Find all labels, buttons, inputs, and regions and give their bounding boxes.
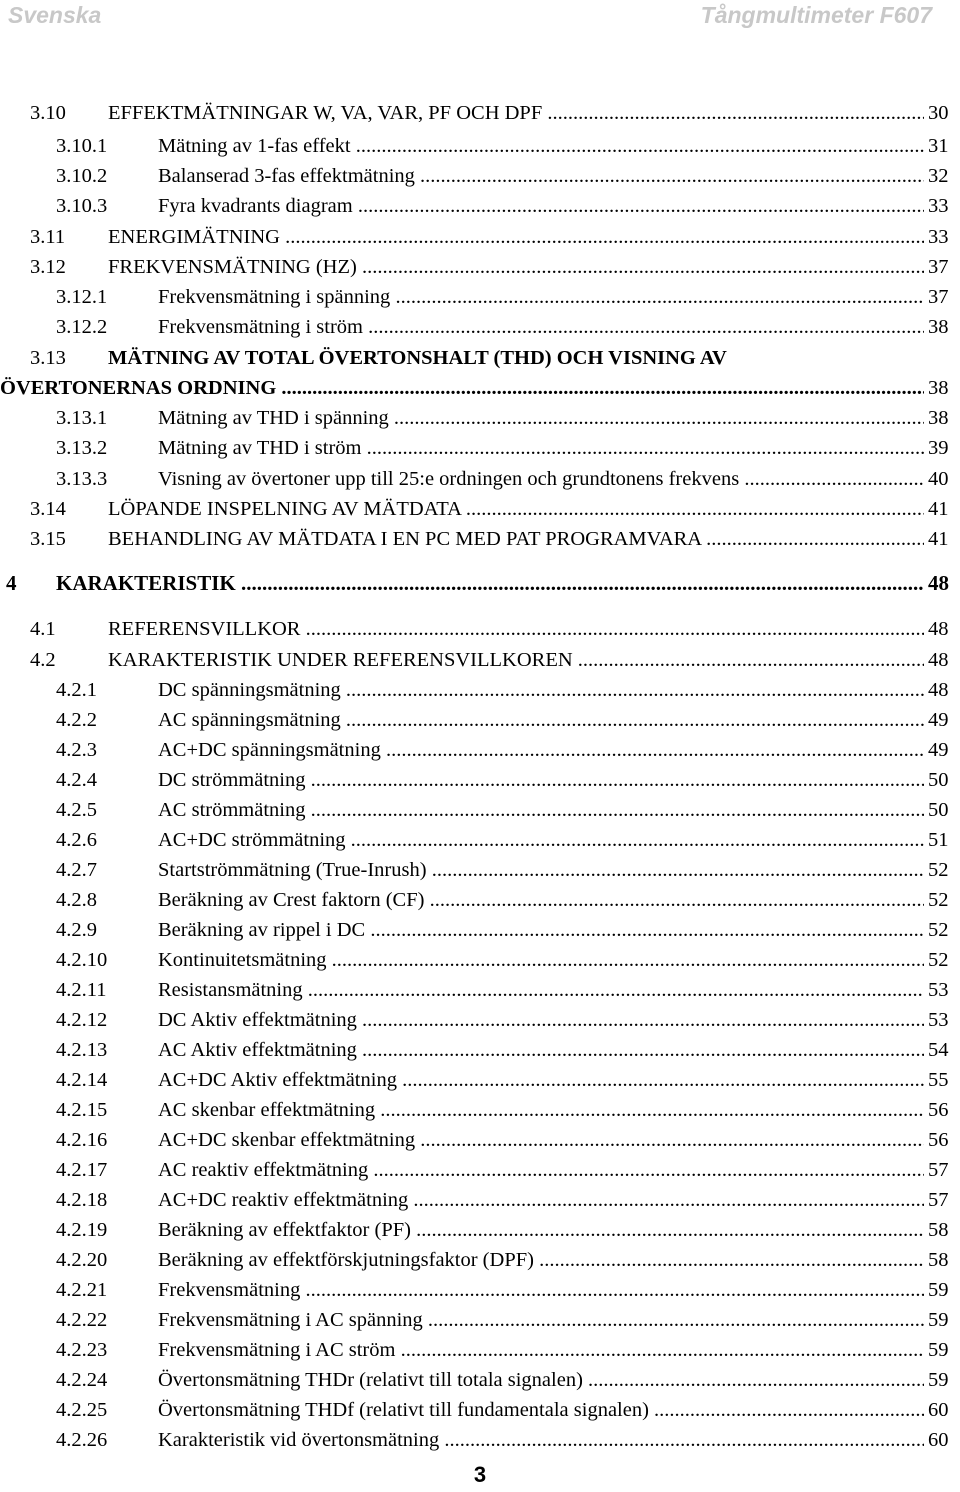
- toc-entry-title: FREKVENSMÄTNING (HZ) .....: [108, 252, 924, 282]
- toc-entry-title: AC+DC Aktiv effektmätning .....: [158, 1065, 924, 1095]
- toc-entry-title: MÄTNING AV TOTAL ÖVERTONSHALT (THD) OCH VISNING AV: [108, 347, 727, 369]
- toc-entry[interactable]: [0, 1215, 960, 1245]
- toc-entry[interactable]: [0, 1275, 960, 1305]
- toc-entry-number: 4: [6, 571, 17, 595]
- toc-entry-title: KARAKTERISTIK .....: [56, 568, 924, 598]
- toc-entry-page: 39: [926, 433, 960, 463]
- toc-entry-page: 53: [926, 1005, 960, 1035]
- toc-entry-number: 3.11: [30, 226, 66, 248]
- toc-entry-title: REFERENSVILLKOR .....: [108, 614, 924, 644]
- toc-entry-page: 54: [926, 1035, 960, 1065]
- toc-entry-number: 3.12.2: [56, 316, 108, 338]
- toc-entry-number: 4.2.6: [56, 829, 97, 851]
- toc-entry-number: 4.2: [30, 649, 56, 671]
- toc-entry-title: Beräkning av effektförskjutningsfaktor (DPF) .....: [158, 1245, 924, 1275]
- header-product: Tångmultimeter F607: [700, 2, 932, 28]
- toc-entry[interactable]: [0, 464, 960, 494]
- toc-entry-title: AC Aktiv effektmätning .....: [158, 1035, 924, 1065]
- toc-entry-number: 3.10: [30, 102, 66, 124]
- toc-entry[interactable]: [0, 1155, 960, 1185]
- toc-entry-title: DC strömmätning .....: [158, 765, 924, 795]
- toc-entry-number: 4.2.23: [56, 1339, 108, 1361]
- toc-entry-number: 3.10.2: [56, 165, 108, 187]
- toc-entry-page: 33: [926, 191, 960, 221]
- toc-entry[interactable]: [0, 282, 960, 312]
- toc-entry-page: 31: [926, 131, 960, 161]
- toc-entry[interactable]: [0, 855, 960, 885]
- toc-entry-title: AC+DC reaktiv effektmätning .....: [158, 1185, 924, 1215]
- toc-entry[interactable]: [0, 524, 960, 554]
- toc-entry[interactable]: [0, 1125, 960, 1155]
- toc-entry-title: AC strömmätning .....: [158, 795, 924, 825]
- toc-entry-title: AC spänningsmätning .....: [158, 705, 924, 735]
- toc-entry-number: 4.2.9: [56, 919, 97, 941]
- toc-entry-title: Övertonsmätning THDf (relativt till fundamentala signalen) .....: [158, 1395, 924, 1425]
- toc-entry-title: Resistansmätning .....: [158, 975, 924, 1005]
- toc-entry-number: 3.12: [30, 256, 66, 278]
- toc-entry-number: 4.2.22: [56, 1309, 108, 1331]
- toc-entry[interactable]: [0, 568, 960, 598]
- toc-entry-page: 59: [926, 1275, 960, 1305]
- toc-entry-title: AC+DC spänningsmätning .....: [158, 735, 924, 765]
- toc-entry[interactable]: [0, 1095, 960, 1125]
- toc-entry-page: 60: [926, 1425, 960, 1455]
- toc-entry-page: 57: [926, 1185, 960, 1215]
- toc-entry[interactable]: [0, 131, 960, 161]
- toc-entry-number: 3.10.3: [56, 195, 108, 217]
- toc-entry-title: KARAKTERISTIK UNDER REFERENSVILLKOREN .....: [108, 645, 924, 675]
- toc-entry-title: Övertonsmätning THDr (relativt till totala signalen) .....: [158, 1365, 924, 1395]
- toc-entry-title: Beräkning av effektfaktor (PF) .....: [158, 1215, 924, 1245]
- toc-entry[interactable]: [0, 645, 960, 675]
- toc-entry[interactable]: [0, 222, 960, 252]
- toc-entry-title: Frekvensmätning i AC spänning .....: [158, 1305, 924, 1335]
- toc-entry[interactable]: [0, 343, 960, 373]
- toc-entry[interactable]: [0, 1245, 960, 1275]
- toc-entry-page: 57: [926, 1155, 960, 1185]
- toc-entry[interactable]: [0, 614, 960, 644]
- toc-entry-number: 4.2.2: [56, 709, 97, 731]
- toc-entry-page: 50: [926, 795, 960, 825]
- toc-entry-title: Karakteristik vid övertonsmätning .....: [158, 1425, 924, 1455]
- toc-entry[interactable]: [0, 494, 960, 524]
- toc-entry-number: 4.1: [30, 618, 56, 640]
- toc-entry-title: Mätning av THD i spänning .....: [158, 403, 924, 433]
- toc-entry-page: 52: [926, 915, 960, 945]
- toc-entry-title: Fyra kvadrants diagram .....: [158, 191, 924, 221]
- toc-entry-title: LÖPANDE INSPELNING AV MÄTDATA .....: [108, 494, 924, 524]
- toc-entry-number: 3.10.1: [56, 135, 108, 157]
- toc-entry-number: 3.13.2: [56, 437, 108, 459]
- toc-entry-number: 4.2.10: [56, 949, 108, 971]
- toc-entry-title: EFFEKTMÄTNINGAR W, VA, VAR, PF OCH DPF .....: [108, 98, 924, 128]
- toc-entry-page: 38: [926, 373, 960, 403]
- toc-entry[interactable]: [0, 161, 960, 191]
- toc-entry-title: AC skenbar effektmätning .....: [158, 1095, 924, 1125]
- toc-entry-page: 53: [926, 975, 960, 1005]
- toc-entry-number: 4.2.18: [56, 1189, 108, 1211]
- toc-entry-page: 52: [926, 885, 960, 915]
- toc-entry-number: 3.12.1: [56, 286, 108, 308]
- toc-entry[interactable]: [0, 1005, 960, 1035]
- toc-entry-title: Frekvensmätning i spänning .....: [158, 282, 924, 312]
- toc-entry[interactable]: [0, 1335, 960, 1365]
- toc-entry-title: Startströmmätning (True-Inrush) .....: [158, 855, 924, 885]
- toc-entry-number: 4.2.14: [56, 1069, 108, 1091]
- toc-entry-number: 4.2.16: [56, 1129, 108, 1151]
- toc-entry[interactable]: [0, 1425, 960, 1455]
- toc-entry-title: DC spänningsmätning .....: [158, 675, 924, 705]
- header-language: Svenska: [8, 2, 102, 28]
- toc-entry[interactable]: [0, 373, 960, 403]
- toc-entry[interactable]: [0, 915, 960, 945]
- toc-entry-number: 4.2.19: [56, 1219, 108, 1241]
- toc-entry-number: 4.2.26: [56, 1429, 108, 1451]
- toc-entry-number: 4.2.4: [56, 769, 97, 791]
- toc-entry[interactable]: [0, 795, 960, 825]
- toc-entry[interactable]: [0, 735, 960, 765]
- toc-entry[interactable]: [0, 675, 960, 705]
- toc-entry-page: 56: [926, 1095, 960, 1125]
- toc-entry[interactable]: [0, 1305, 960, 1335]
- toc-entry[interactable]: [0, 312, 960, 342]
- toc-entry-number: 4.2.5: [56, 799, 97, 821]
- toc-entry-page: 49: [926, 705, 960, 735]
- toc-entry-number: 4.2.24: [56, 1369, 108, 1391]
- toc-entry[interactable]: [0, 885, 960, 915]
- toc-entry-page: 60: [926, 1395, 960, 1425]
- toc-entry-page: 51: [926, 825, 960, 855]
- toc-entry-title: AC+DC skenbar effektmätning .....: [158, 1125, 924, 1155]
- toc-entry-number: 4.2.21: [56, 1279, 108, 1301]
- toc-entry-number: 4.2.1: [56, 679, 97, 701]
- toc-entry[interactable]: [0, 975, 960, 1005]
- toc-entry-page: 50: [926, 765, 960, 795]
- toc-entry[interactable]: [0, 1365, 960, 1395]
- toc-entry[interactable]: [0, 1185, 960, 1215]
- toc-entry-number: 4.2.15: [56, 1099, 108, 1121]
- toc-entry-number: 3.15: [30, 528, 66, 550]
- toc-entry-title: Frekvensmätning .....: [158, 1275, 924, 1305]
- toc-entry-title: Mätning av THD i ström .....: [158, 433, 924, 463]
- toc-entry-number: 3.14: [30, 498, 66, 520]
- toc-entry-page: 30: [926, 98, 960, 128]
- toc-entry-page: 52: [926, 945, 960, 975]
- toc-entry-number: 3.13.3: [56, 468, 108, 490]
- toc-entry-title: Mätning av 1-fas effekt .....: [158, 131, 924, 161]
- page-header: [0, 0, 960, 32]
- toc-entry[interactable]: [0, 705, 960, 735]
- toc-entry-title: Beräkning av rippel i DC .....: [158, 915, 924, 945]
- toc-entry-number: 4.2.8: [56, 889, 97, 911]
- toc-entry-page: 37: [926, 252, 960, 282]
- toc-entry-page: 38: [926, 403, 960, 433]
- toc-entry-page: 59: [926, 1335, 960, 1365]
- toc-entry-page: 38: [926, 312, 960, 342]
- toc-entry-page: 48: [926, 614, 960, 644]
- toc-entry-number: 4.2.11: [56, 979, 107, 1001]
- toc-entry-title: Frekvensmätning i ström .....: [158, 312, 924, 342]
- toc-entry-title: ENERGIMÄTNING .....: [108, 222, 924, 252]
- toc-entry-number: 4.2.3: [56, 739, 97, 761]
- toc-entry-title: Beräkning av Crest faktorn (CF) .....: [158, 885, 924, 915]
- toc-entry-page: 32: [926, 161, 960, 191]
- page-number: 3: [473, 1462, 487, 1487]
- toc-entry-title: AC reaktiv effektmätning .....: [158, 1155, 924, 1185]
- toc-entry-page: 58: [926, 1245, 960, 1275]
- toc-entry-number: 3.13.1: [56, 407, 108, 429]
- toc-entry-number: 4.2.13: [56, 1039, 108, 1061]
- toc-entry[interactable]: [0, 1065, 960, 1095]
- toc-entry-number: 4.2.20: [56, 1249, 108, 1271]
- toc-entry-page: 37: [926, 282, 960, 312]
- toc-entry[interactable]: [0, 433, 960, 463]
- toc-entry[interactable]: [0, 765, 960, 795]
- toc-entry-page: 49: [926, 735, 960, 765]
- toc-entry-number: 4.2.25: [56, 1399, 108, 1421]
- toc-entry-page: 48: [926, 568, 960, 598]
- toc-entry[interactable]: [0, 1395, 960, 1425]
- toc-entry-page: 48: [926, 675, 960, 705]
- toc-entry-title: Visning av övertoner upp till 25:e ordningen och grundtonens frekvens .....: [158, 464, 924, 494]
- toc-entry-title: ÖVERTONERNAS ORDNING .....: [0, 373, 924, 403]
- toc-entry-page: 59: [926, 1305, 960, 1335]
- toc-entry[interactable]: [0, 945, 960, 975]
- toc-entry-number: 4.2.12: [56, 1009, 108, 1031]
- toc-entry-page: 41: [926, 494, 960, 524]
- toc-entry[interactable]: [0, 98, 960, 128]
- toc-entry-title: DC Aktiv effektmätning .....: [158, 1005, 924, 1035]
- toc-entry[interactable]: [0, 252, 960, 282]
- toc-entry-page: 41: [926, 524, 960, 554]
- toc-entry[interactable]: [0, 403, 960, 433]
- toc-entry[interactable]: [0, 825, 960, 855]
- toc-entry-title: BEHANDLING AV MÄTDATA I EN PC MED PAT PROGRAMVARA .....: [108, 524, 924, 554]
- toc-entry-page: 55: [926, 1065, 960, 1095]
- toc-entry-page: 56: [926, 1125, 960, 1155]
- toc-entry[interactable]: [0, 191, 960, 221]
- toc-entry-title: Balanserad 3-fas effektmätning .....: [158, 161, 924, 191]
- toc-entry-page: 33: [926, 222, 960, 252]
- toc-entry-page: 52: [926, 855, 960, 885]
- toc-entry-number: 3.13: [30, 347, 66, 369]
- toc-entry-page: 58: [926, 1215, 960, 1245]
- toc-entry-number: 4.2.17: [56, 1159, 108, 1181]
- toc-entry[interactable]: [0, 1035, 960, 1065]
- toc-entry-page: 59: [926, 1365, 960, 1395]
- toc-entry-title: Kontinuitetsmätning .....: [158, 945, 924, 975]
- toc-entry-number: 4.2.7: [56, 859, 97, 881]
- toc-entry-title: Frekvensmätning i AC ström .....: [158, 1335, 924, 1365]
- toc-entry-page: 40: [926, 464, 960, 494]
- toc-entry-page: 48: [926, 645, 960, 675]
- toc-entry-title: AC+DC strömmätning .....: [158, 825, 924, 855]
